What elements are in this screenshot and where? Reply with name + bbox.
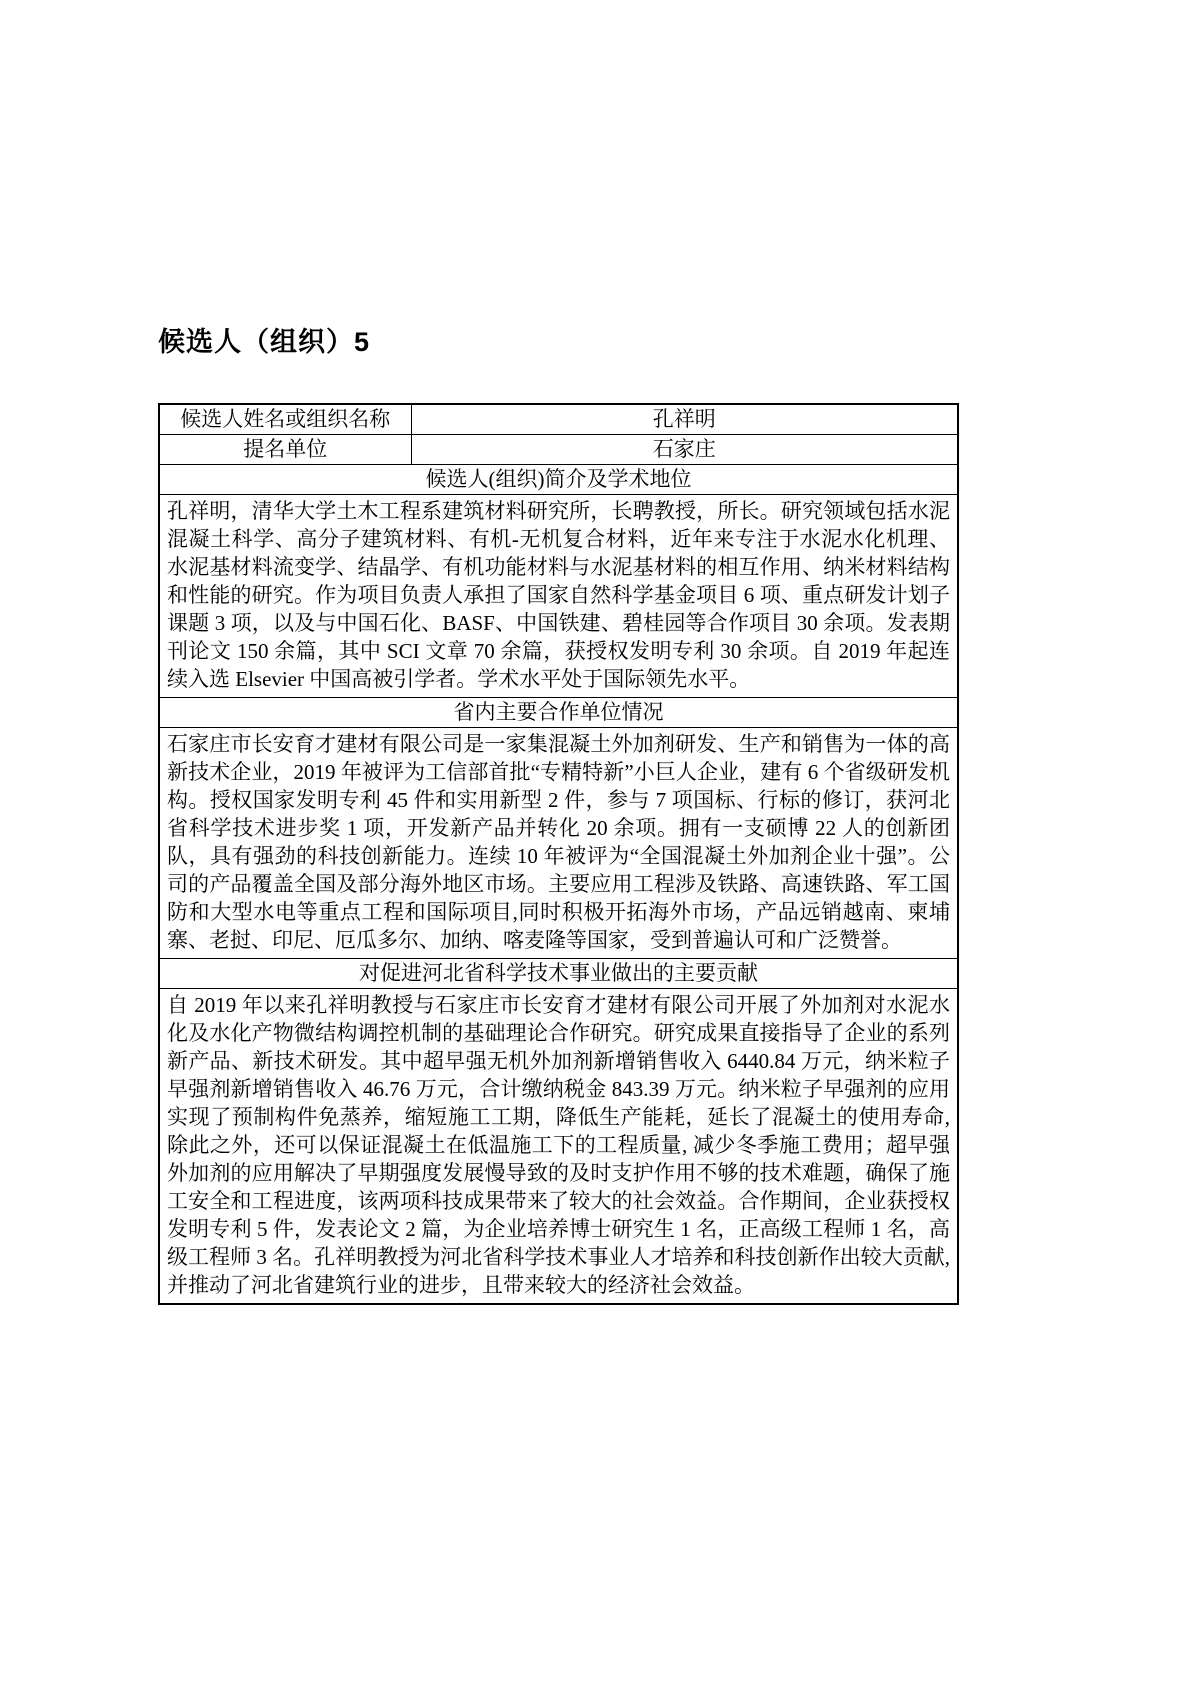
section-header-profile: 候选人(组织)简介及学术地位 bbox=[159, 464, 958, 494]
section-header-row-profile bbox=[159, 464, 958, 494]
nominating-unit-label: 提名单位 bbox=[159, 434, 411, 464]
candidate-name-label: 候选人姓名或组织名称 bbox=[159, 404, 411, 434]
page-title: 候选人（组织）5 bbox=[158, 327, 371, 357]
section-body-contribution: 自 2019 年以来孔祥明教授与石家庄市长安育才建材有限公司开展了外加剂对水泥水化及水化产物微结构调控机制的基础理论合作研究。研究成果直接指导了企业的系列新产品、新技术研发。其中超早强无机外加剂新增销售收入 6440.84 万元，纳米粒子早强剂新增销售收入 46.76 万元，合计缴纳税金 843.39 万元。纳米粒子早强剂的应用实现了预制构件免蒸养，缩短施工工期，降低生产能耗，延长了混凝土的使用寿命, 除此之外，还可以保证混凝土在低温施工下的工程质量, 减少冬季施工费用；超早强外加剂的应用解决了早期强度发展慢导致的及时支护作用不够的技术难题，确保了施工安全和工程进度，该两项科技成果带来了较大的社会效益。合作期间，企业获授权发明专利 5 件，发表论文 2 篇，为企业培养博士研究生 1 名，正高级工程师 1 名，高级工程师 3 名。孔祥明教授为河北省科学技术事业人才培养和科技创新作出较大贡献, 并推动了河北省建筑行业的进步，且带来较大的经济社会效益。 bbox=[159, 988, 958, 1304]
section-header-row-contribution bbox=[159, 958, 958, 988]
table-row-nominating-unit bbox=[159, 434, 958, 464]
document-content bbox=[158, 320, 959, 1305]
section-header-partner: 省内主要合作单位情况 bbox=[159, 697, 958, 727]
section-body-row-contribution bbox=[159, 988, 958, 1304]
section-body-partner: 石家庄市长安育才建材有限公司是一家集混凝土外加剂研发、生产和销售为一体的高新技术企业，2019 年被评为工信部首批“专精特新”小巨人企业，建有 6 个省级研发机构。授权国家发明专利 45 件和实用新型 2 件，参与 7 项国标、行标的修订，获河北省科学技术进步奖 1 项，开发新产品并转化 20 余项。拥有一支硕博 22 人的创新团队，具有强劲的科技创新能力。连续 10 年被评为“全国混凝土外加剂企业十强”。公司的产品覆盖全国及部分海外地区市场。主要应用工程涉及铁路、高速铁路、军工国防和大型水电等重点工程和国际项目,同时积极开拓海外市场，产品远销越南、柬埔寨、老挝、印尼、厄瓜多尔、加纳、喀麦隆等国家，受到普遍认可和广泛赞誉。 bbox=[159, 727, 958, 958]
section-header-row-partner bbox=[159, 697, 958, 727]
section-header-contribution: 对促进河北省科学技术事业做出的主要贡献 bbox=[159, 958, 958, 988]
candidate-table bbox=[158, 403, 959, 1305]
section-body-profile: 孔祥明，清华大学土木工程系建筑材料研究所，长聘教授，所长。研究领域包括水泥混凝土科学、高分子建筑材料、有机-无机复合材料，近年来专注于水泥水化机理、水泥基材料流变学、结晶学、有机功能材料与水泥基材料的相互作用、纳米材料结构和性能的研究。作为项目负责人承担了国家自然科学基金项目 6 项、重点研发计划子课题 3 项，以及与中国石化、BASF、中国铁建、碧桂园等合作项目 30 余项。发表期刊论文 150 余篇，其中 SCI 文章 70 余篇，获授权发明专利 30 余项。自 2019 年起连续入选 Elsevier 中国高被引学者。学术水平处于国际领先水平。 bbox=[159, 494, 958, 697]
section-body-row-partner bbox=[159, 727, 958, 958]
nominating-unit-value: 石家庄 bbox=[411, 434, 958, 464]
candidate-name-value: 孔祥明 bbox=[411, 404, 958, 434]
section-body-row-profile bbox=[159, 494, 958, 697]
table-row-candidate-name bbox=[159, 404, 958, 434]
